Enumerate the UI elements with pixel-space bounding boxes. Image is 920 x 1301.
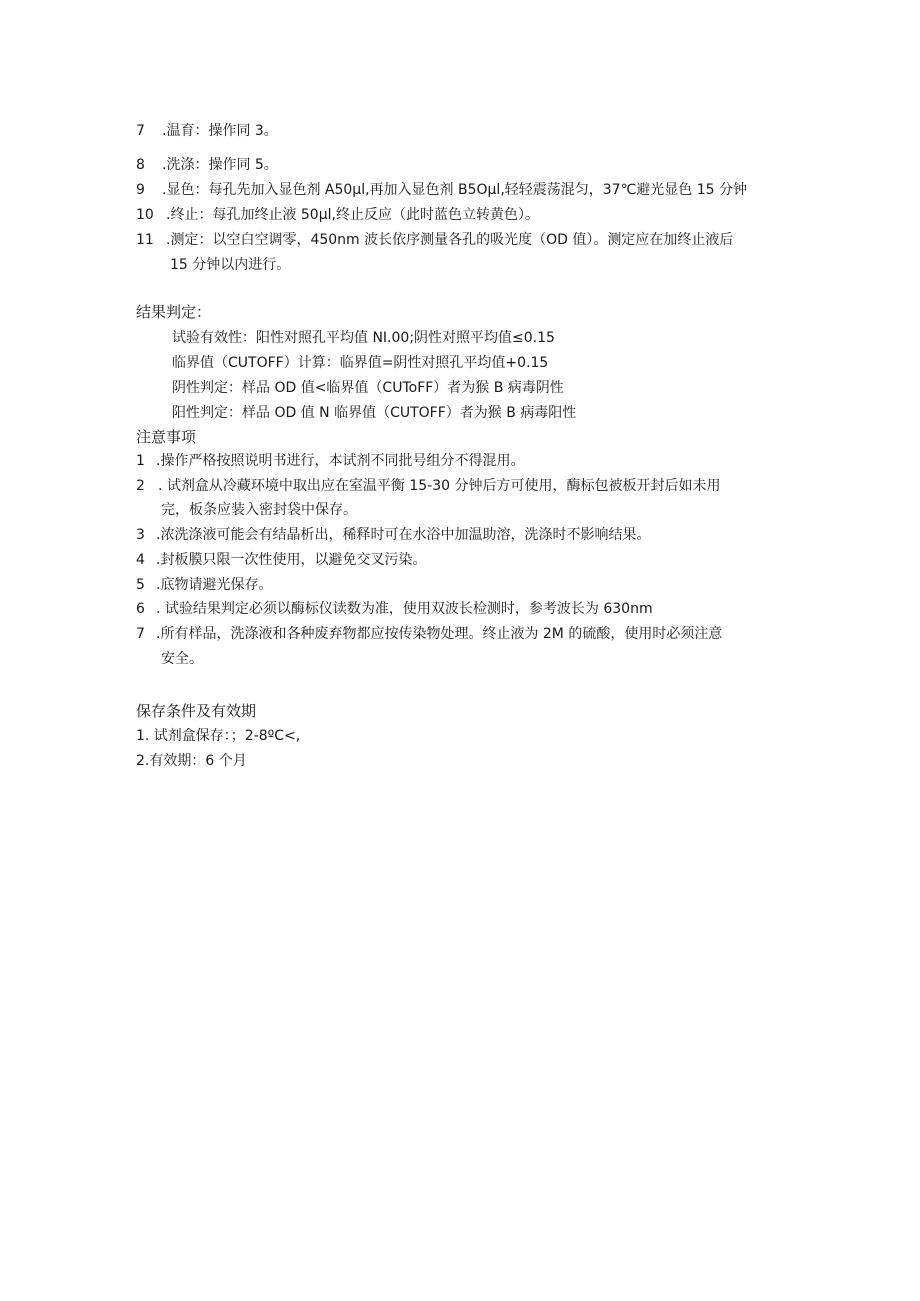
notes-heading: 注意事项 [136,428,197,446]
item-text: .操作严格按照说明书进行，本试剂不同批号组分不得混用。 [156,453,525,469]
item-number: 5 [136,577,145,593]
item-number: 3 [136,527,145,543]
item-text: .底物请避光保存。 [156,577,273,593]
notes-item-7 [136,624,722,644]
item-text: .显色：每孔先加入显色剂 A50μl,再加入显色剂 B5Oμl,轻轻震荡混匀，37℃避光显色 15 分钟 [162,182,748,198]
results-line-negative: 阴性判定：样品 OD 值<临界值（CUToFF）者为猴 B 病毒阴性 [172,380,564,396]
procedure-item-10 [136,205,539,225]
item-text: .终止：每孔加终止液 50μl,终止反应（此时蓝色立转黄色）。 [166,207,539,223]
results-line-positive: 阳性判定：样品 OD 值 N 临界值（CUTOFF）者为猴 B 病毒阳性 [172,405,577,421]
item-number: 6 [136,601,145,617]
procedure-item-9 [136,180,747,200]
item-number: 10 [136,207,154,223]
notes-item-1 [136,451,524,471]
item-number: 1 [136,453,145,469]
item-number: 9 [136,182,145,198]
procedure-item-11 [136,230,733,250]
storage-heading: 保存条件及有效期 [136,702,257,720]
procedure-item-8 [136,155,278,175]
storage-line-validity: 2.有效期：6 个月 [136,753,247,769]
item-text: .浓洗涤液可能会有结晶析出，稀释时可在水浴中加温助溶，洗涤时不影响结果。 [156,527,651,543]
item-text: .所有样品，洗涤液和各种废弃物都应按传染物处理。终止液为 2M 的硫酸，使用时必须注意 [156,626,723,642]
item-text: .封板膜只限一次性使用，以避免交叉污染。 [156,552,427,568]
notes-item-2-continued: 完，板条应装入密封袋中保存。 [161,502,357,518]
procedure-item-11-continued: 15 分钟以内进行。 [170,257,291,273]
item-number: 8 [136,157,145,173]
item-text: .测定：以空白空调零，450nm 波长依序测量各孔的吸光度（OD 值）。测定应在加终止液后 [166,232,734,248]
item-number: 7 [136,123,145,139]
item-number: 7 [136,626,145,642]
notes-item-2 [136,476,720,496]
notes-item-4 [136,550,426,570]
notes-item-6 [136,599,653,619]
storage-line-condition: 1. 试剂盒保存：；2-8ºC<, [136,728,301,744]
notes-item-7-continued: 安全。 [161,651,203,667]
item-number: 11 [136,232,154,248]
item-number: 4 [136,552,145,568]
item-text: .温育：操作同 3。 [162,123,278,139]
results-line-validity: 试验有效性：阳性对照孔平均值 NI.00;阴性对照平均值≤0.15 [172,330,555,346]
item-text: . 试验结果判定必须以酶标仪读数为准，使用双波长检测时，参考波长为 630nm [156,601,653,617]
procedure-item-7 [136,121,278,141]
results-heading: 结果判定： [136,303,212,321]
item-number: 2 [136,478,145,494]
notes-item-5 [136,575,272,595]
notes-item-3 [136,525,650,545]
item-text: .洗涤：操作同 5。 [162,157,278,173]
item-text: . 试剂盒从冷藏环境中取出应在室温平衡 15-30 分钟后方可使用，酶标包被板开封后如未用 [158,478,721,494]
results-line-cutoff: 临界值（CUTOFF）计算：临界值=阴性对照孔平均值+0.15 [172,355,549,371]
